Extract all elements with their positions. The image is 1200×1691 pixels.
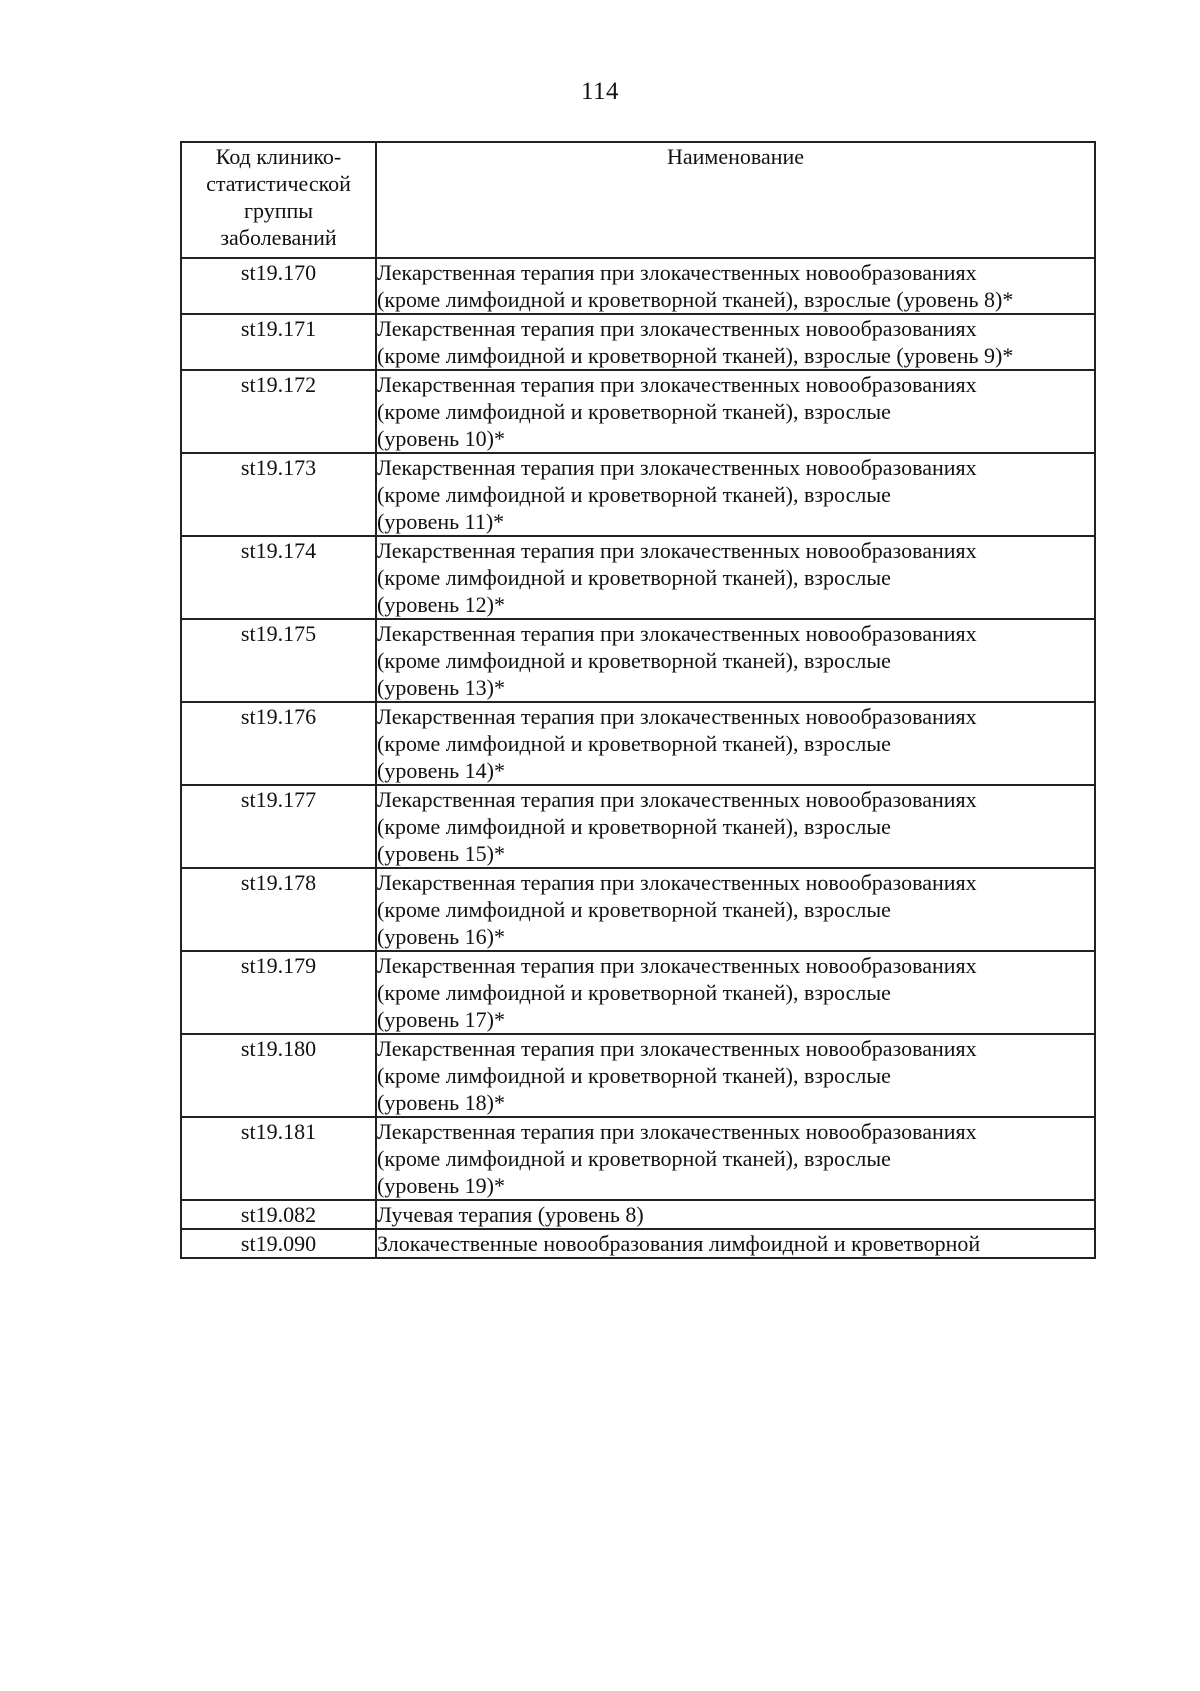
name-line: (кроме лимфоидной и кроветворной тканей), взрослые (уровень 8)* xyxy=(377,287,1014,312)
name-line: (кроме лимфоидной и кроветворной тканей), взрослые (уровень 9)* xyxy=(377,343,1014,368)
name-line: (уровень 18)* xyxy=(377,1090,505,1115)
name-line: Лучевая терапия (уровень 8) xyxy=(377,1202,644,1227)
group-code: st19.180 xyxy=(181,1034,376,1117)
table-row xyxy=(181,951,1095,1034)
group-name xyxy=(376,951,1095,1034)
group-code: st19.082 xyxy=(181,1200,376,1229)
table-row xyxy=(181,1034,1095,1117)
name-line: Лекарственная терапия при злокачественных новообразованиях xyxy=(377,1119,977,1144)
table-row xyxy=(181,868,1095,951)
group-code: st19.177 xyxy=(181,785,376,868)
group-name xyxy=(376,536,1095,619)
group-name xyxy=(376,1117,1095,1200)
name-line: (кроме лимфоидной и кроветворной тканей), взрослые xyxy=(377,1063,891,1088)
table-row xyxy=(181,1117,1095,1200)
name-line: (уровень 19)* xyxy=(377,1173,505,1198)
name-line: (уровень 14)* xyxy=(377,758,505,783)
table-row xyxy=(181,453,1095,536)
name-line: Лекарственная терапия при злокачественных новообразованиях xyxy=(377,870,977,895)
name-line: (уровень 15)* xyxy=(377,841,505,866)
name-line: (кроме лимфоидной и кроветворной тканей), взрослые xyxy=(377,814,891,839)
group-code: st19.171 xyxy=(181,314,376,370)
group-code: st19.172 xyxy=(181,370,376,453)
header-code-line: заболеваний xyxy=(220,225,337,250)
group-code: st19.178 xyxy=(181,868,376,951)
group-code: st19.174 xyxy=(181,536,376,619)
name-line: Злокачественные новообразования лимфоидной и кроветворной xyxy=(377,1231,981,1256)
group-code: st19.181 xyxy=(181,1117,376,1200)
header-code-line: Код клинико- xyxy=(215,144,342,169)
name-line: (уровень 11)* xyxy=(377,509,505,534)
name-line: (уровень 17)* xyxy=(377,1007,505,1032)
group-name xyxy=(376,702,1095,785)
name-line: (кроме лимфоидной и кроветворной тканей), взрослые xyxy=(377,648,891,673)
name-line: Лекарственная терапия при злокачественных новообразованиях xyxy=(377,538,977,563)
name-line: Лекарственная терапия при злокачественных новообразованиях xyxy=(377,787,977,812)
group-code: st19.175 xyxy=(181,619,376,702)
name-line: (кроме лимфоидной и кроветворной тканей), взрослые xyxy=(377,399,891,424)
table-row xyxy=(181,314,1095,370)
group-name xyxy=(376,314,1095,370)
group-name xyxy=(376,1229,1095,1258)
table-row xyxy=(181,785,1095,868)
name-line: Лекарственная терапия при злокачественных новообразованиях xyxy=(377,316,977,341)
group-code: st19.173 xyxy=(181,453,376,536)
table-row xyxy=(181,619,1095,702)
name-line: Лекарственная терапия при злокачественных новообразованиях xyxy=(377,953,977,978)
name-line: (кроме лимфоидной и кроветворной тканей), взрослые xyxy=(377,565,891,590)
header-code-cell xyxy=(181,142,376,258)
group-code: st19.090 xyxy=(181,1229,376,1258)
table-header-row xyxy=(181,142,1095,258)
name-line: Лекарственная терапия при злокачественных новообразованиях xyxy=(377,1036,977,1061)
header-code-line: группы xyxy=(243,198,314,223)
name-line: Лекарственная терапия при злокачественных новообразованиях xyxy=(377,260,977,285)
group-name xyxy=(376,1034,1095,1117)
name-line: (уровень 12)* xyxy=(377,592,505,617)
name-line: (кроме лимфоидной и кроветворной тканей), взрослые xyxy=(377,731,891,756)
name-line: (уровень 16)* xyxy=(377,924,505,949)
name-line: Лекарственная терапия при злокачественных новообразованиях xyxy=(377,621,977,646)
name-line: Лекарственная терапия при злокачественных новообразованиях xyxy=(377,455,977,480)
name-line: (кроме лимфоидной и кроветворной тканей), взрослые xyxy=(377,897,891,922)
name-line: Лекарственная терапия при злокачественных новообразованиях xyxy=(377,372,977,397)
page-number: 114 xyxy=(580,78,620,105)
name-line: (кроме лимфоидной и кроветворной тканей), взрослые xyxy=(377,980,891,1005)
group-name xyxy=(376,868,1095,951)
table-row xyxy=(181,370,1095,453)
table-row xyxy=(181,702,1095,785)
name-line: (кроме лимфоидной и кроветворной тканей), взрослые xyxy=(377,1146,891,1171)
group-code: st19.170 xyxy=(181,258,376,314)
header-name-cell: Наименование xyxy=(376,142,1095,258)
group-name xyxy=(376,785,1095,868)
group-name xyxy=(376,453,1095,536)
group-code: st19.176 xyxy=(181,702,376,785)
name-line: (уровень 13)* xyxy=(377,675,505,700)
group-name xyxy=(376,619,1095,702)
group-name xyxy=(376,370,1095,453)
header-code-line: статистической xyxy=(206,171,351,196)
table-row xyxy=(181,258,1095,314)
group-code: st19.179 xyxy=(181,951,376,1034)
group-name xyxy=(376,258,1095,314)
name-line: (уровень 10)* xyxy=(377,426,505,451)
table-row xyxy=(181,1200,1095,1229)
name-line: (кроме лимфоидной и кроветворной тканей), взрослые xyxy=(377,482,891,507)
name-line: Лекарственная терапия при злокачественных новообразованиях xyxy=(377,704,977,729)
classification-table xyxy=(180,141,1096,1259)
table-row xyxy=(181,1229,1095,1258)
table-row xyxy=(181,536,1095,619)
group-name xyxy=(376,1200,1095,1229)
